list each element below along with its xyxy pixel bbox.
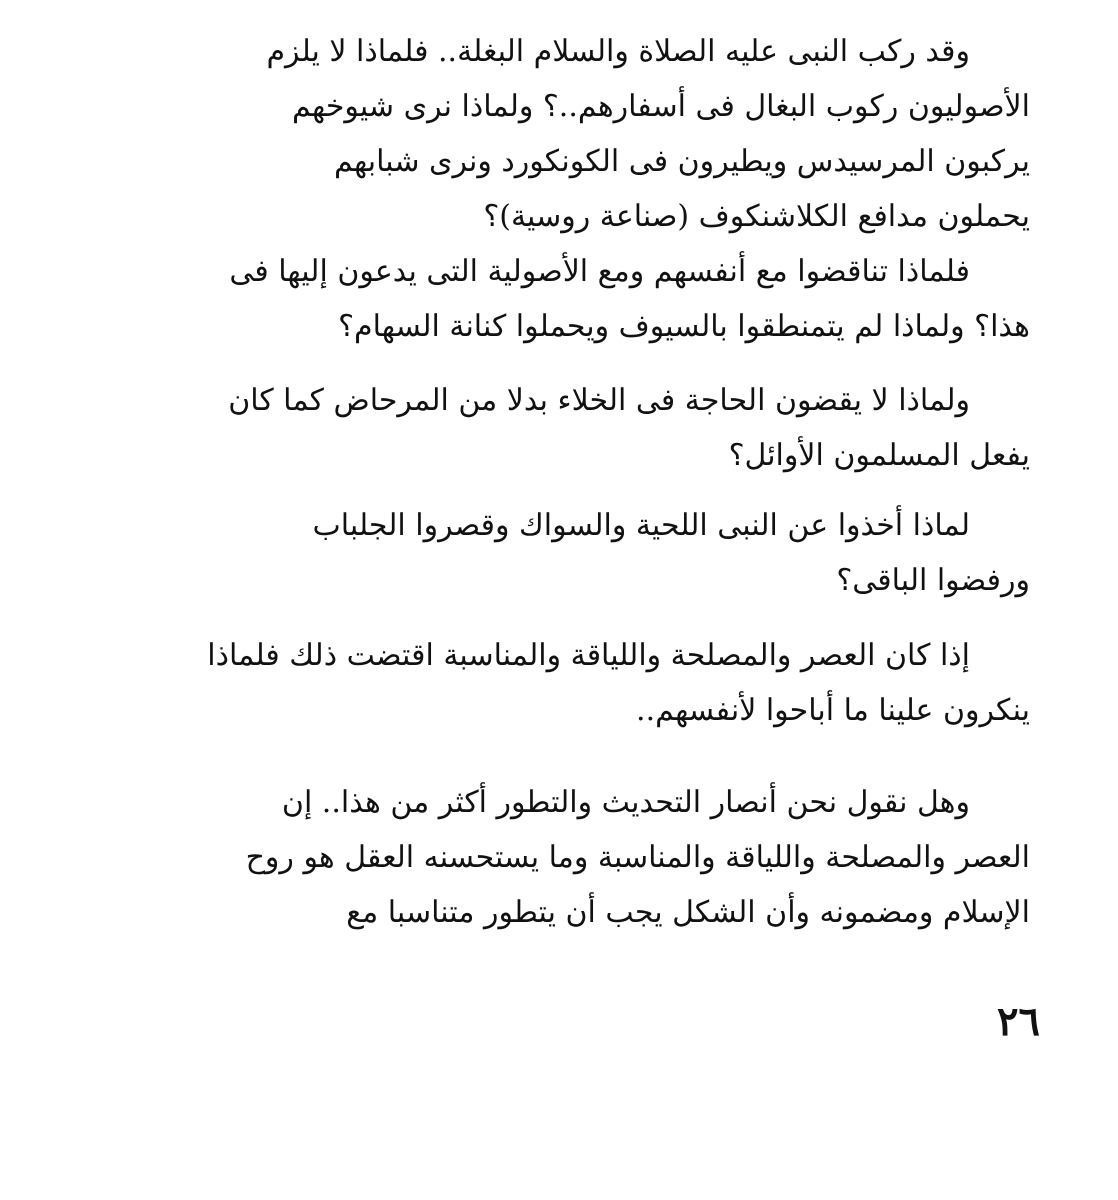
- paragraph-line: وقد ركب النبى عليه الصلاة والسلام البغلة.. فلماذا لا يلزم: [266, 34, 970, 69]
- paragraph-line: ينكرون علينا ما أباحوا لأنفسهم..: [636, 693, 1030, 728]
- paragraph-line: الإسلام ومضمونه وأن الشكل يجب أن يتطور متناسبا مع: [346, 895, 1030, 930]
- paragraph-4: [130, 498, 1030, 608]
- paragraph-line: فلماذا تناقضوا مع أنفسهم ومع الأصولية التى يدعون إليها فى: [229, 254, 970, 289]
- paragraph-line: لماذا أخذوا عن النبى اللحية والسواك وقصروا الجلباب: [312, 508, 970, 543]
- paragraph-1: [130, 24, 1030, 244]
- paragraph-line: وهل نقول نحن أنصار التحديث والتطور أكثر من هذا.. إن: [281, 785, 970, 820]
- paragraph-2: [130, 244, 1030, 354]
- paragraph-line: الأصوليون ركوب البغال فى أسفارهم..؟ ولماذا نرى شيوخهم: [292, 89, 1030, 124]
- paragraph-line: هذا؟ ولماذا لم يتمنطقوا بالسيوف ويحملوا كنانة السهام؟: [338, 309, 1030, 344]
- paragraph-line: يحملون مدافع الكلاشنكوف (صناعة روسية)؟: [483, 199, 1030, 234]
- paragraph-line: ورفضوا الباقى؟: [836, 563, 1030, 598]
- paragraph-6: [130, 775, 1030, 940]
- paragraph-3: [130, 373, 1030, 483]
- paragraph-line: العصر والمصلحة واللياقة والمناسبة وما يستحسنه العقل هو روح: [245, 840, 1030, 875]
- paragraph-line: إذا كان العصر والمصلحة واللياقة والمناسبة اقتضت ذلك فلماذا: [207, 638, 970, 673]
- page-number: ٢٦: [997, 998, 1040, 1045]
- paragraph-line: ولماذا لا يقضون الحاجة فى الخلاء بدلا من المرحاض كما كان: [228, 383, 970, 418]
- paragraph-line: يركبون المرسيدس ويطيرون فى الكونكورد ونرى شبابهم: [334, 144, 1030, 179]
- paragraph-line: يفعل المسلمون الأوائل؟: [728, 438, 1030, 473]
- paragraph-5: [130, 628, 1030, 738]
